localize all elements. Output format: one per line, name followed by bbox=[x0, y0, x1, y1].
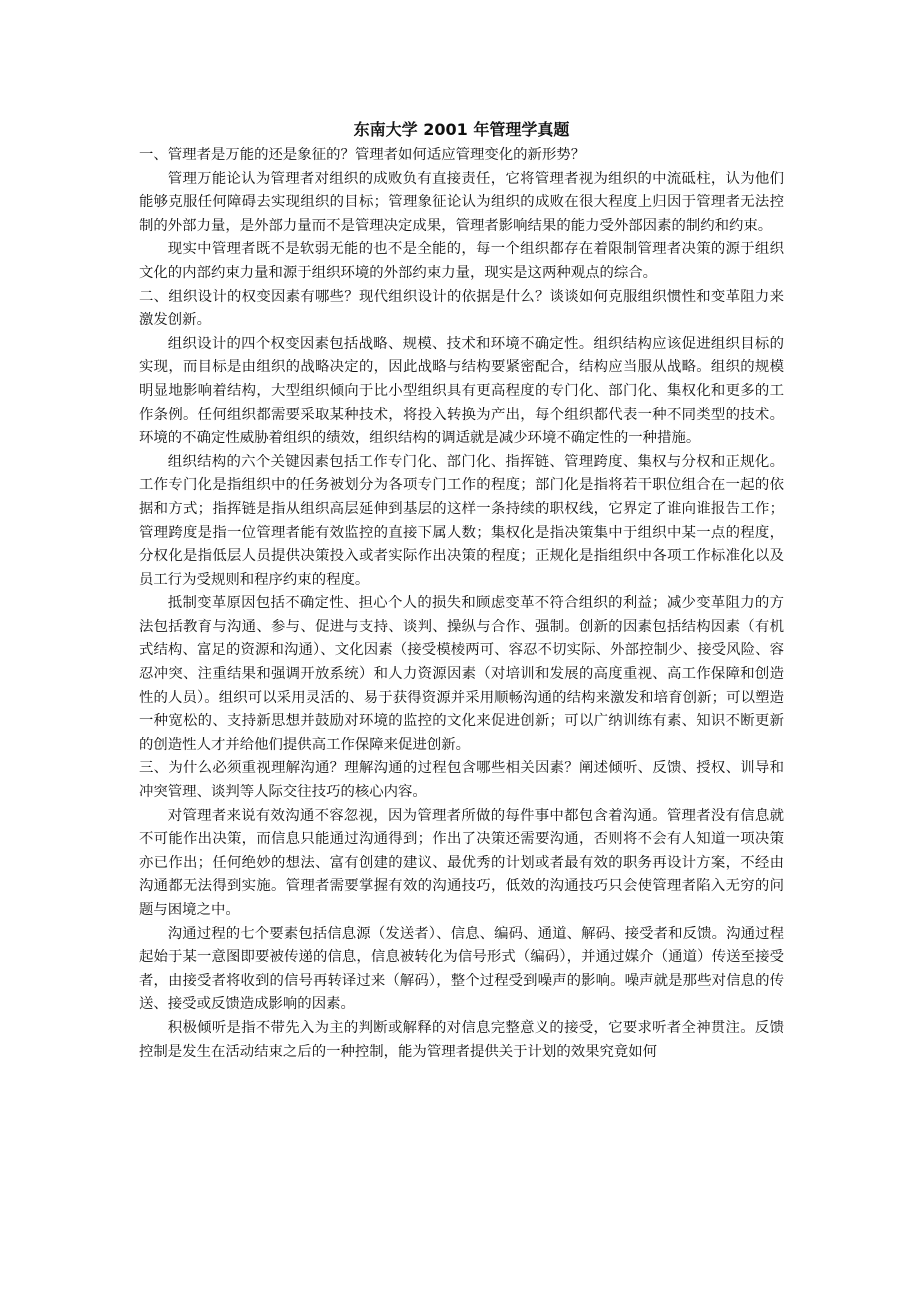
answer-paragraph: 组织结构的六个关键因素包括工作专门化、部门化、指挥链、管理跨度、集权与分权和正规化。工作专门化是指组织中的任务被划分为各项专门工作的程度；部门化是指将若干职位组合在一起的依据和方式；指挥链是指从组织高层延伸到基层的这样一条持续的职权线，它界定了谁向谁报告工作；管理跨度是指一位管理者能有效监控的直接下属人数；集权化是指决策集中于组织中某一点的程度，分权化是指低层人员提供决策投入或者实际作出决策的程度；正规化是指组织中各项工作标准化以及员工行为受规则和程序约束的程度。 bbox=[139, 453, 784, 588]
answer-paragraph: 抵制变革原因包括不确定性、担心个人的损失和顾虑变革不符合组织的利益；减少变革阻力的方法包括教育与沟通、参与、促进与支持、谈判、操纵与合作、强制。创新的因素包括结构因素（有机式结构、富足的资源和沟通）、文化因素（接受模棱两可、容忍不切实际、外部控制少、接受风险、容忍冲突、注重结果和强调开放系统）和人力资源因素（对培训和发展的高度重视、高工作保障和创造性的人员）。组织可以采用灵活的、易于获得资源并采用顺畅沟通的结构来激发和培育创新；可以塑造一种宽松的、支持新思想并鼓励对环境的监控的文化来促进创新；可以广纳训练有素、知识不断更新的创造性人才并给他们提供高工作保障来促进创新。 bbox=[139, 595, 784, 753]
answer-paragraph: 对管理者来说有效沟通不容忽视，因为管理者所做的每件事中都包含着沟通。管理者没有信息就不可能作出决策，而信息只能通过沟通得到；作出了决策还需要沟通，否则将不会有人知道一项决策亦已作出；任何绝妙的想法、富有创建的建议、最优秀的计划或者最有效的职务再设计方案，不经由沟通都无法得到实施。管理者需要掌握有效的沟通技巧，低效的沟通技巧只会使管理者陷入无穷的问题与困境之中。 bbox=[139, 807, 784, 918]
question-heading: 二、组织设计的权变因素有哪些？现代组织设计的依据是什么？谈谈如何克服组织惯性和变革阻力来激发创新。 bbox=[139, 288, 784, 329]
document-page bbox=[139, 118, 784, 1064]
answer-paragraph: 管理万能论认为管理者对组织的成败负有直接责任，它将管理者视为组织的中流砥柱，认为他们能够克服任何障碍去实现组织的目标；管理象征论认为组织的成败在很大程度上归因于管理者无法控制的外部力量，是外部力量而不是管理决定成果，管理者影响结果的能力受外部因素的制约和约束。 bbox=[139, 170, 784, 234]
document-title: 东南大学 2001 年管理学真题 bbox=[353, 120, 570, 139]
question-heading: 三、为什么必须重视理解沟通？理解沟通的过程包含哪些相关因素？阐述倾听、反馈、授权、训导和冲突管理、谈判等人际交往技巧的核心内容。 bbox=[139, 760, 784, 801]
question-heading: 一、管理者是万能的还是象征的？管理者如何适应管理变化的新形势？ bbox=[139, 147, 586, 163]
answer-paragraph: 组织设计的四个权变因素包括战略、规模、技术和环境不确定性。组织结构应该促进组织目标的实现，而目标是由组织的战略决定的，因此战略与结构要紧密配合，结构应当服从战略。组织的规模明显地影响着结构，大型组织倾向于比小型组织具有更高程度的专门化、部门化、集权化和更多的工作条例。任何组织都需要采取某种技术，将投入转换为产出，每个组织都代表一种不同类型的技术。环境的不确定性威胁着组织的绩效，组织结构的调适就是减少环境不确定性的一种措施。 bbox=[139, 335, 784, 447]
answer-paragraph: 积极倾听是指不带先入为主的判断或解释的对信息完整意义的接受，它要求听者全神贯注。反馈控制是发生在活动结束之后的一种控制，能为管理者提供关于计划的效果究竟如何 bbox=[139, 1019, 784, 1060]
answer-paragraph: 沟通过程的七个要素包括信息源（发送者）、信息、编码、通道、解码、接受者和反馈。沟通过程起始于某一意图即要被传递的信息，信息被转化为信号形式（编码），并通过媒介（通道）传送至接受者，由接受者将收到的信号再转译过来（解码），整个过程受到噪声的影响。噪声就是那些对信息的传送、接受或反馈造成影响的因素。 bbox=[139, 925, 784, 1013]
answer-paragraph: 现实中管理者既不是软弱无能的也不是全能的，每一个组织都存在着限制管理者决策的源于组织文化的内部约束力量和源于组织环境的外部约束力量，现实是这两种观点的综合。 bbox=[139, 241, 784, 281]
document-body bbox=[139, 144, 784, 1064]
